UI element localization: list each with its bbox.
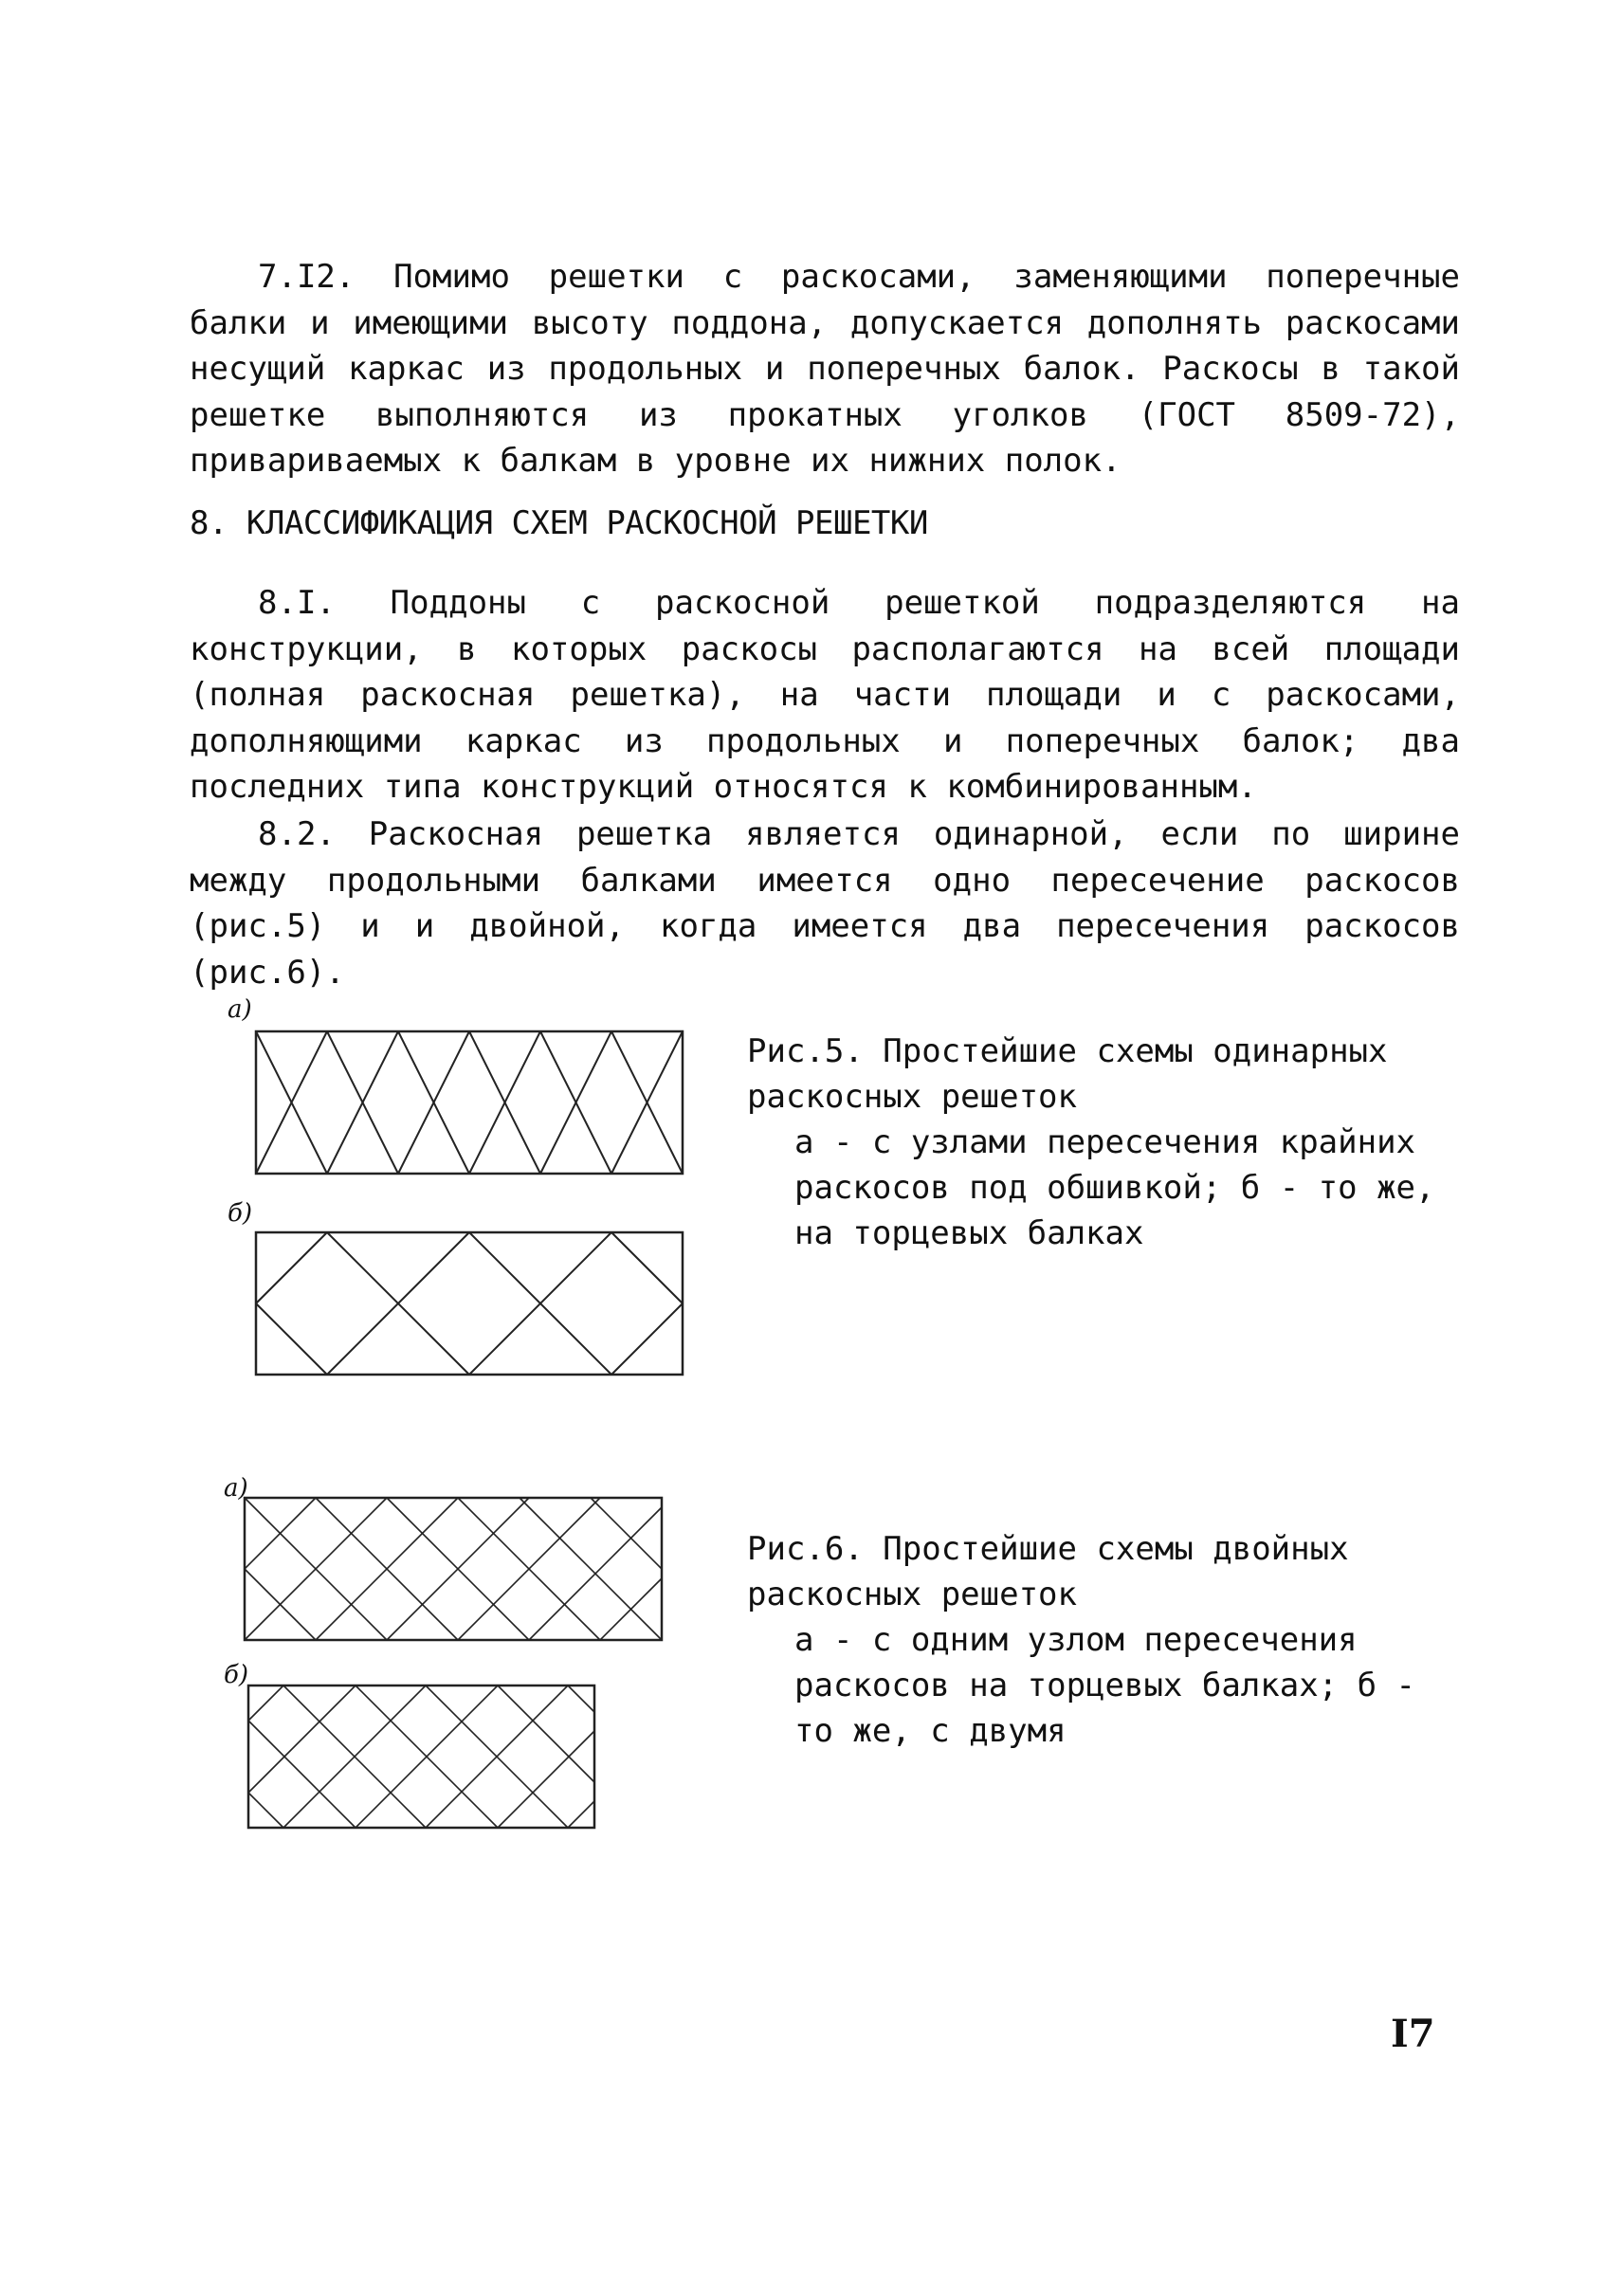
fig5-caption <box>747 1029 1468 1256</box>
paragraph-8-1 <box>190 580 1460 811</box>
fig5-caption-body: а - с узлами пересечения крайних раскосов под обшивкой; б - то же, на торцевых балках <box>794 1123 1435 1252</box>
paragraph-8-2-text: 8.2. Раскосная решетка является одинарной, если по ширине между продольными балками имеется одно пересечение раскосов (рис.5) и и двойной, когда имеется два пересечения раскосов (рис.6). <box>190 815 1460 992</box>
fig6a-double-lattice-diagram <box>245 1498 662 1640</box>
paragraph-7-12-text: 7.I2. Помимо решетки с раскосами, заменяющими поперечные балки и имеющими высоту поддона, допускается дополнять раскосами несущий каркас из продольных и поперечных балок. Раскосы в такой решетке выполняются из прокатных уголков (ГОСТ 8509-72), привариваемых к балкам в уровне их нижних полок. <box>190 258 1460 480</box>
paragraph-7-12 <box>190 254 1460 484</box>
paragraph-8-2 <box>190 811 1460 995</box>
fig6-label-b: б) <box>224 1661 249 1689</box>
fig5-label-a: а) <box>228 995 252 1024</box>
fig5-label-b: б) <box>228 1199 253 1228</box>
fig6-label-a: а) <box>224 1474 248 1503</box>
page-number: I7 <box>1391 2012 1435 2056</box>
fig5b-single-lattice-diagram <box>256 1232 683 1375</box>
fig6-caption-title: Рис.6. Простейшие схемы двойных раскосных решеток <box>747 1530 1349 1613</box>
paragraph-8-1-text: 8.I. Поддоны с раскосной решеткой подразделяются на конструкции, в которых раскосы располагаются на всей площади (полная раскосная решетка), на части площади и с раскосами, дополняющими каркас из продольных и поперечных балок; два последних типа конструкций относятся к комбинированным. <box>190 584 1460 806</box>
section-8-heading: 8. КЛАССИФИКАЦИЯ СХЕМ РАСКОСНОЙ РЕШЕТКИ <box>190 504 928 542</box>
fig5-caption-title: Рис.5. Простейшие схемы одинарных раскосных решеток <box>747 1032 1388 1116</box>
fig6b-double-lattice-diagram <box>248 1686 594 1828</box>
fig5a-single-lattice-diagram <box>256 1031 683 1174</box>
fig6-caption-body: а - с одним узлом пересечения раскосов на торцевых балках; б - то же, с двумя <box>794 1621 1416 1750</box>
fig6-caption <box>747 1526 1468 1754</box>
